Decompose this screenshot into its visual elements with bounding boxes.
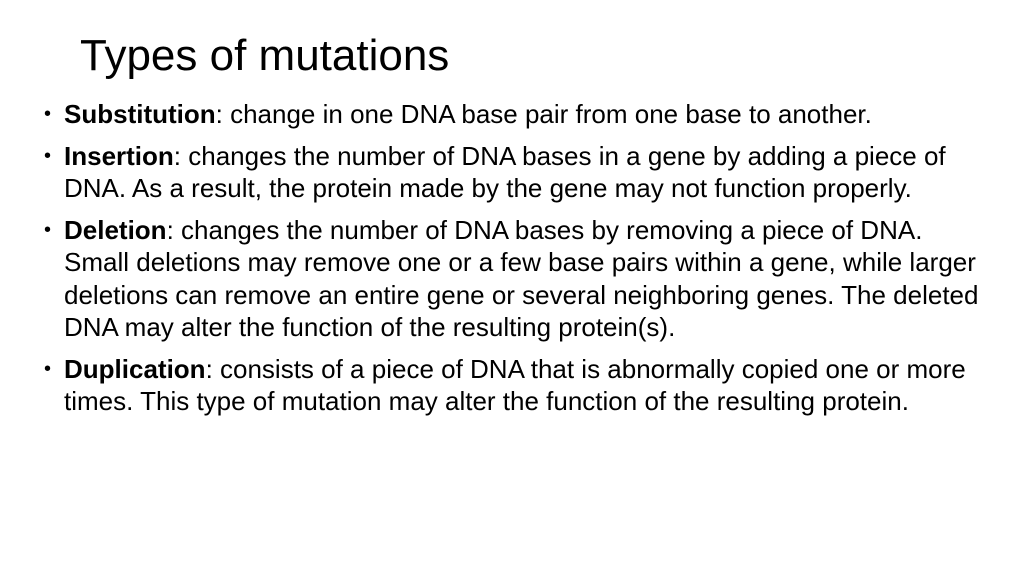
bullet-icon: • <box>44 144 52 167</box>
bullet-description: : consists of a piece of DNA that is abnormally copied one or more times. This type of mutation may alter the function of the resulting protein. <box>64 353 966 416</box>
bullet-item-substitution <box>44 98 984 131</box>
slide-title: Types of mutations <box>80 31 450 80</box>
bullet-description: : changes the number of DNA bases by removing a piece of DNA. Small deletions may remove one or a few base pairs within a gene, while larger deletions can remove an entire gene or several neighboring genes. The deleted DNA may alter the function of the resulting protein(s). <box>64 214 979 342</box>
bullet-description: : change in one DNA base pair from one base to another. <box>215 99 872 129</box>
bullet-term: Insertion <box>64 140 174 171</box>
bullet-description: : changes the number of DNA bases in a gene by adding a piece of DNA. As a result, the protein made by the gene may not function properly. <box>64 140 946 203</box>
bullet-item-duplication <box>44 353 984 418</box>
bullet-item-insertion <box>44 140 984 205</box>
bullet-list <box>44 98 984 427</box>
bullet-icon: • <box>44 218 52 241</box>
bullet-term: Substitution <box>64 99 216 129</box>
bullet-item-deletion <box>44 214 984 344</box>
bullet-term: Deletion <box>64 214 167 245</box>
bullet-icon: • <box>44 103 52 125</box>
bullet-icon: • <box>44 357 52 380</box>
bullet-term: Duplication <box>64 353 206 384</box>
